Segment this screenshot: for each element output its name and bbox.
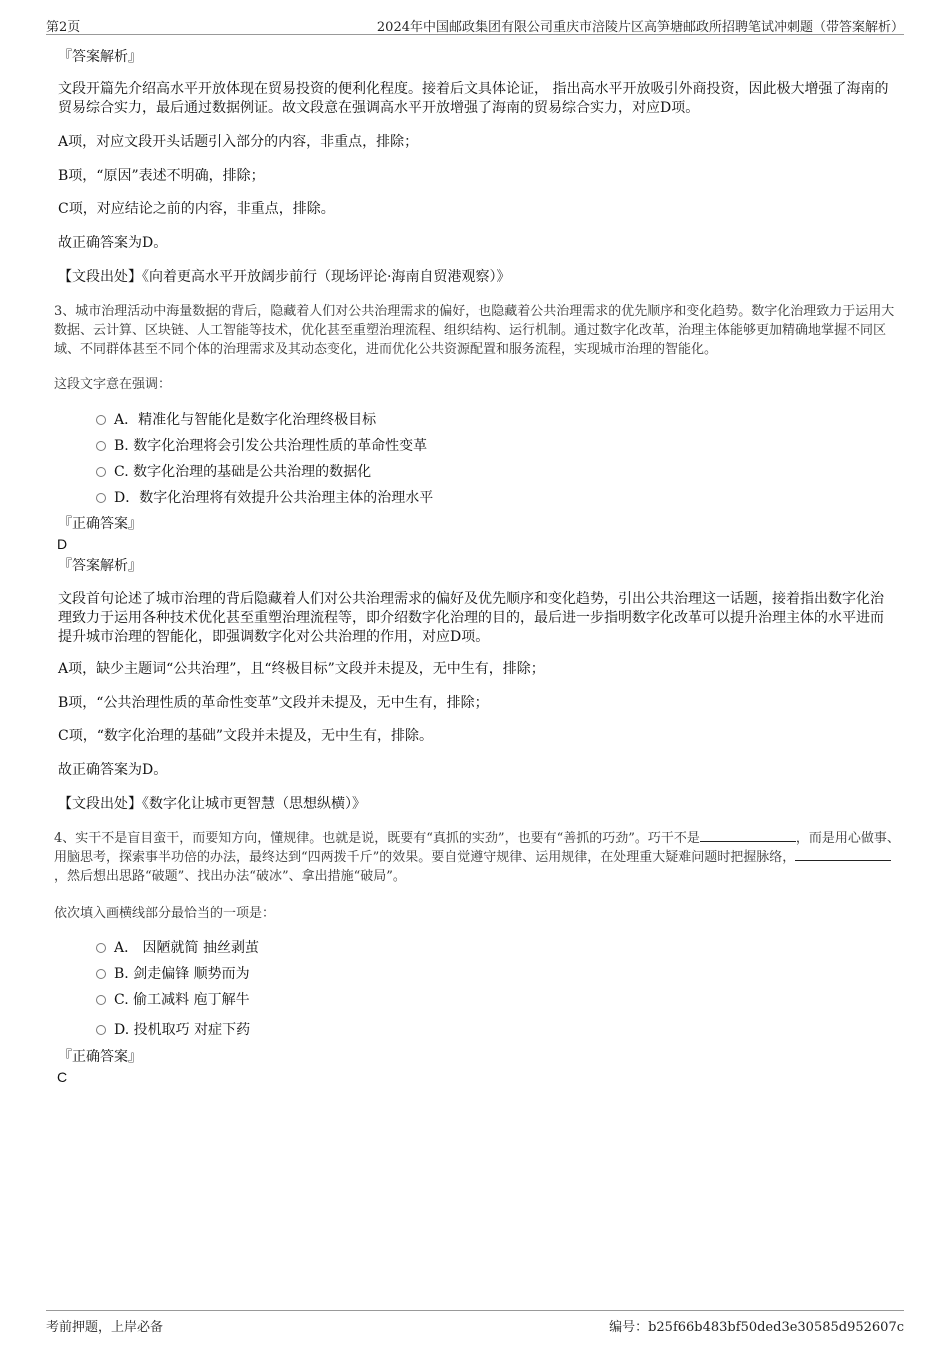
correct-answer: C xyxy=(57,1069,68,1085)
fill-blank xyxy=(795,848,891,861)
radio-button[interactable] xyxy=(96,995,106,1005)
radio-button[interactable] xyxy=(96,415,106,425)
analysis-option-a: A项，对应文段开头话题引入部分的内容，非重点，排除； xyxy=(58,134,419,150)
analysis-final: 故正确答案为D。 xyxy=(58,762,168,778)
analysis-option-a: A项，缺少主题词“公共治理”，且“终极目标”文段并未提及，无中生有，排除； xyxy=(58,661,545,677)
analysis-source: 【文段出处】《向着更高水平开放阔步前行（现场评论·海南自贸港观察）》 xyxy=(58,269,511,285)
correct-answer-heading: 『正确答案』 xyxy=(58,1049,142,1065)
question-3-option-d[interactable]: D．数字化治理将有效提升公共治理主体的治理水平 xyxy=(96,488,433,508)
question-4-option-a[interactable]: A． 因陋就简 抽丝剥茧 xyxy=(96,938,259,958)
document-id: 编号：b25f66b483bf50ded3e30585d952607c xyxy=(609,1320,904,1335)
question-4-option-b[interactable]: B. 剑走偏锋 顺势而为 xyxy=(96,964,250,984)
question-3-text: 3、城市治理活动中海量数据的背后，隐藏着人们对公共治理需求的偏好，也隐藏着公共治理需求的优先顺序和变化趋势。数字化治理致力于运用大数据、云计算、区块链、人工智能等技术，优化甚至重塑治理流程、组织结构、运行机制。通过数字化改革，治理主体能够更加精确地掌握不同区域、不同群体甚至不同个体的治理需求及其动态变化，进而优化公共资源配置和服务流程，实现城市治理的智能化。 xyxy=(54,304,895,357)
analysis-heading: 『答案解析』 xyxy=(58,558,142,574)
page-number: 第2页 xyxy=(46,20,81,35)
analysis-paragraph: 文段首句论述了城市治理的背后隐藏着人们对公共治理需求的偏好及优先顺序和变化趋势，引出公共治理这一话题，接着指出数字化治理致力于运用各种技术优化甚至重塑治理流程等，即介绍数字化治理的目的，最后进一步指明数字化改革可以提升治理主体的水平进而提升城市治理的智能化，即强调数字化对公共治理的作用，对应D项。 xyxy=(58,591,884,645)
correct-answer-heading: 『正确答案』 xyxy=(58,516,142,532)
analysis-option-b: B项，“公共治理性质的革命性变革”文段并未提及，无中生有，排除； xyxy=(58,695,489,711)
analysis-option-b: B项，“原因”表述不明确，排除； xyxy=(58,168,265,184)
radio-button[interactable] xyxy=(96,943,106,953)
analysis-option-c: C项，对应结论之前的内容，非重点，排除。 xyxy=(58,201,335,217)
analysis-option-c: C项，“数字化治理的基础”文段并未提及，无中生有，排除。 xyxy=(58,728,434,744)
question-3-prompt: 这段文字意在强调： xyxy=(54,377,172,392)
question-3-option-a[interactable]: A．精准化与智能化是数字化治理终极目标 xyxy=(96,410,376,430)
correct-answer: D xyxy=(57,536,68,552)
question-4-option-d[interactable]: D. 投机取巧 对症下药 xyxy=(96,1020,250,1040)
document-title: 2024年中国邮政集团有限公司重庆市涪陵片区高笋塘邮政所招聘笔试冲刺题（带答案解析） xyxy=(376,20,904,35)
radio-button[interactable] xyxy=(96,441,106,451)
radio-button[interactable] xyxy=(96,969,106,979)
radio-button[interactable] xyxy=(96,493,106,503)
analysis-heading: 『答案解析』 xyxy=(58,49,142,65)
question-3-option-c[interactable]: C. 数字化治理的基础是公共治理的数据化 xyxy=(96,462,371,482)
question-4-prompt: 依次填入画横线部分最恰当的一项是： xyxy=(54,906,276,921)
page-header xyxy=(46,14,904,35)
page-footer xyxy=(46,1310,904,1335)
question-4-option-c[interactable]: C. 偷工减料 庖丁解牛 xyxy=(96,990,250,1010)
question-3-option-b[interactable]: B. 数字化治理将会引发公共治理性质的革命性变革 xyxy=(96,436,427,456)
analysis-source: 【文段出处】《数字化让城市更智慧（思想纵横）》 xyxy=(58,796,366,812)
radio-button[interactable] xyxy=(96,1025,106,1035)
analysis-paragraph: 文段开篇先介绍高水平开放体现在贸易投资的便利化程度。接着后文具体论证， 指出高水平开放吸引外商投资，因此极大增强了海南的贸易综合实力，最后通过数据例证。故文段意在强调高水平开放增强了海南的贸易综合实力，对应D项。 xyxy=(58,81,889,116)
footer-slogan: 考前押题，上岸必备 xyxy=(46,1320,164,1335)
question-4-text: 4、实干不是盲目蛮干，而要知方向，懂规律。也就是说，既要有“真抓的实劲”，也要有“善抓的巧劲”。巧干不是 ，而是用心做事、用脑思考，探索事半功倍的办法，最终达到“四两拨千斤”的效果。要自觉遵守规律、运用规律，在处理重大疑难问题时把握脉络，，然后想出思路“破题”、找出办法“破冰”、拿出措施“破局”。 xyxy=(54,831,900,884)
radio-button[interactable] xyxy=(96,467,106,477)
analysis-final: 故正确答案为D。 xyxy=(58,235,168,251)
fill-blank xyxy=(700,829,796,842)
